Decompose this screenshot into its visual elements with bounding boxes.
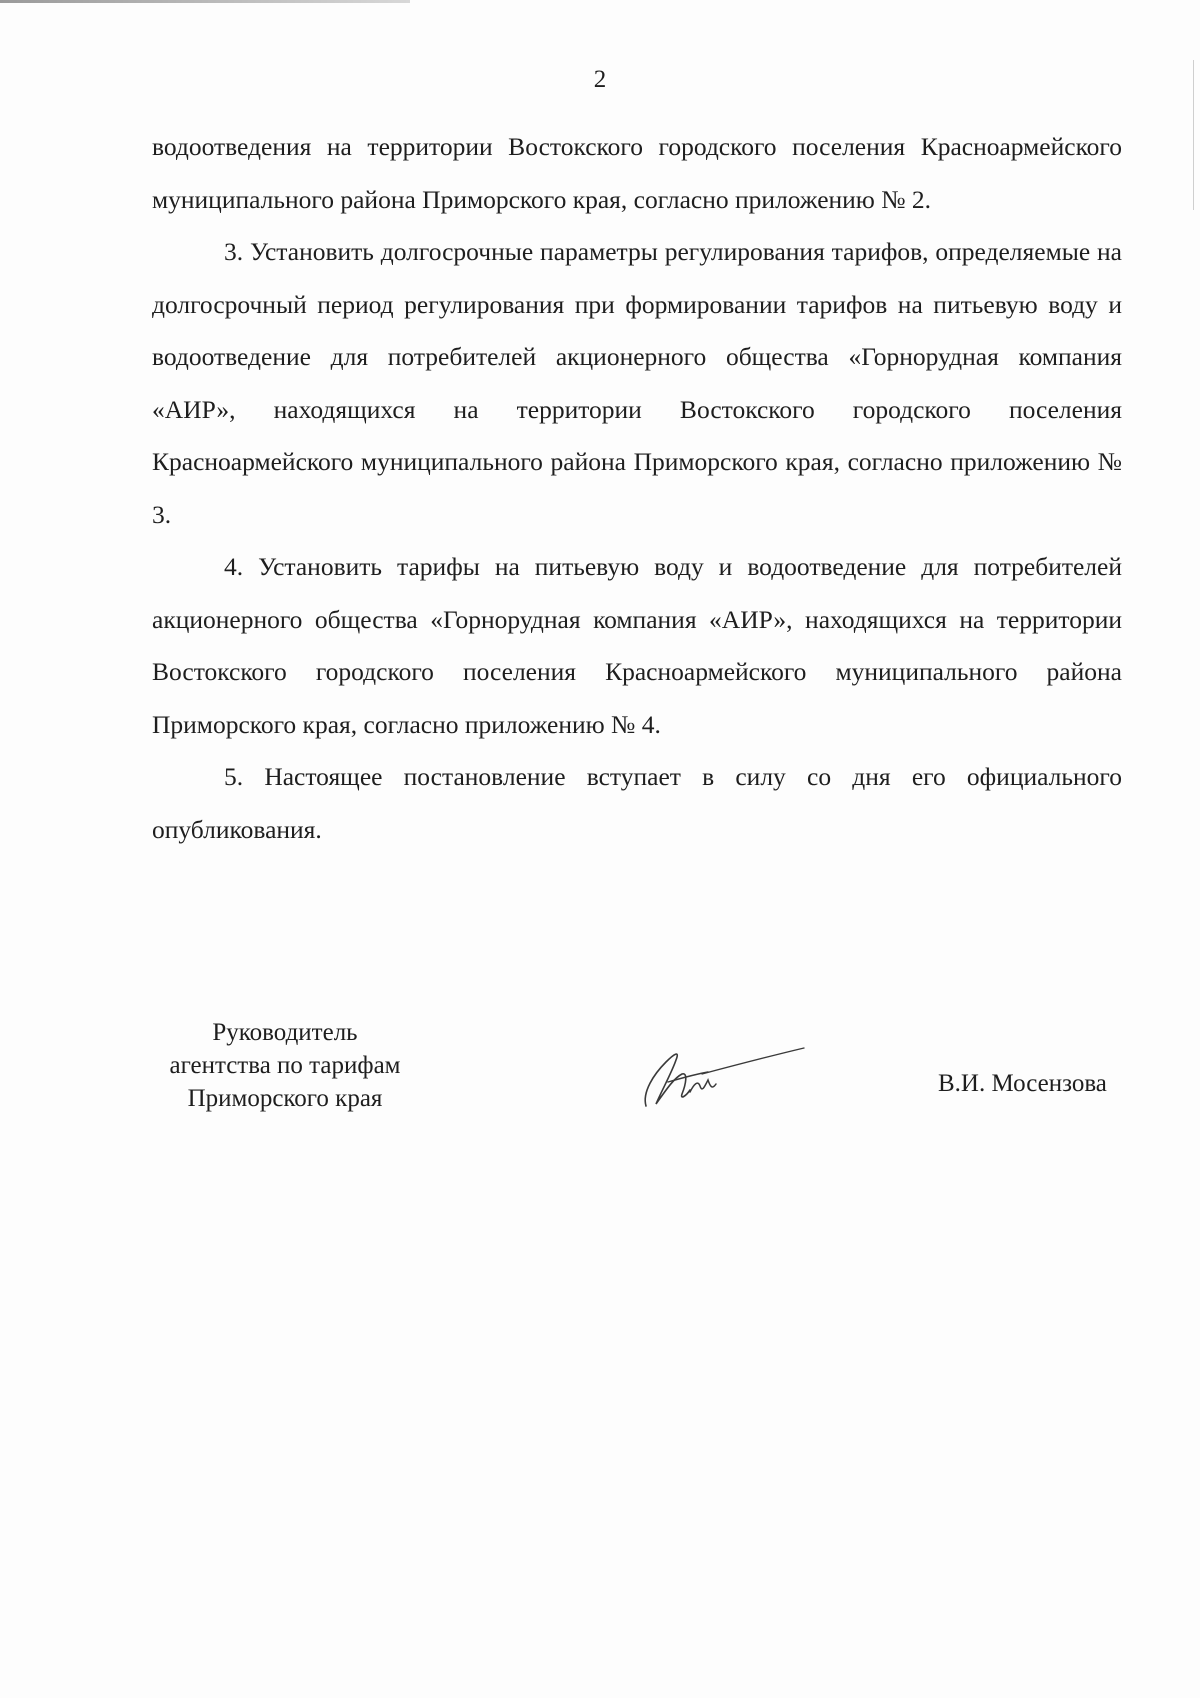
paragraph-continuation: водоотведения на территории Востокского городского поселения Красноармейского муниципального района Приморского края, согласно приложению № 2. [152,132,1122,214]
signatory-title-line: агентства по тарифам [169,1052,401,1079]
scan-edge-right [1193,60,1194,210]
document-body [152,121,1122,856]
signatory-title-line: Руководитель [212,1019,358,1046]
paragraph-item-3: 3. Установить долгосрочные параметры регулирования тарифов, определяемые на долгосрочный период регулирования при формировании тарифов на питьевую воду и водоотведение для потребителей акционерного общества «Горнорудная компания «АИР», находящихся на территории Востокского городского поселения Красноармейского муниципального района Приморского края, согласно приложению № 3. [152,237,1122,529]
signatory-title [140,1016,430,1115]
scan-edge-top [0,0,410,3]
signatory-title-line: Приморского края [187,1085,383,1112]
handwritten-signature [632,1044,812,1114]
page-number: 2 [593,66,607,93]
paragraph-item-4: 4. Установить тарифы на питьевую воду и водоотведение для потребителей акционерного общества «Горнорудная компания «АИР», находящихся на территории Востокского городского поселения Красноармейского муниципального района Приморского края, согласно приложению № 4. [152,552,1122,739]
signatory-name: В.И. Мосензова [938,1070,1107,1097]
paragraph-item-5: 5. Настоящее постановление вступает в силу со дня его официального опубликования. [152,762,1122,844]
